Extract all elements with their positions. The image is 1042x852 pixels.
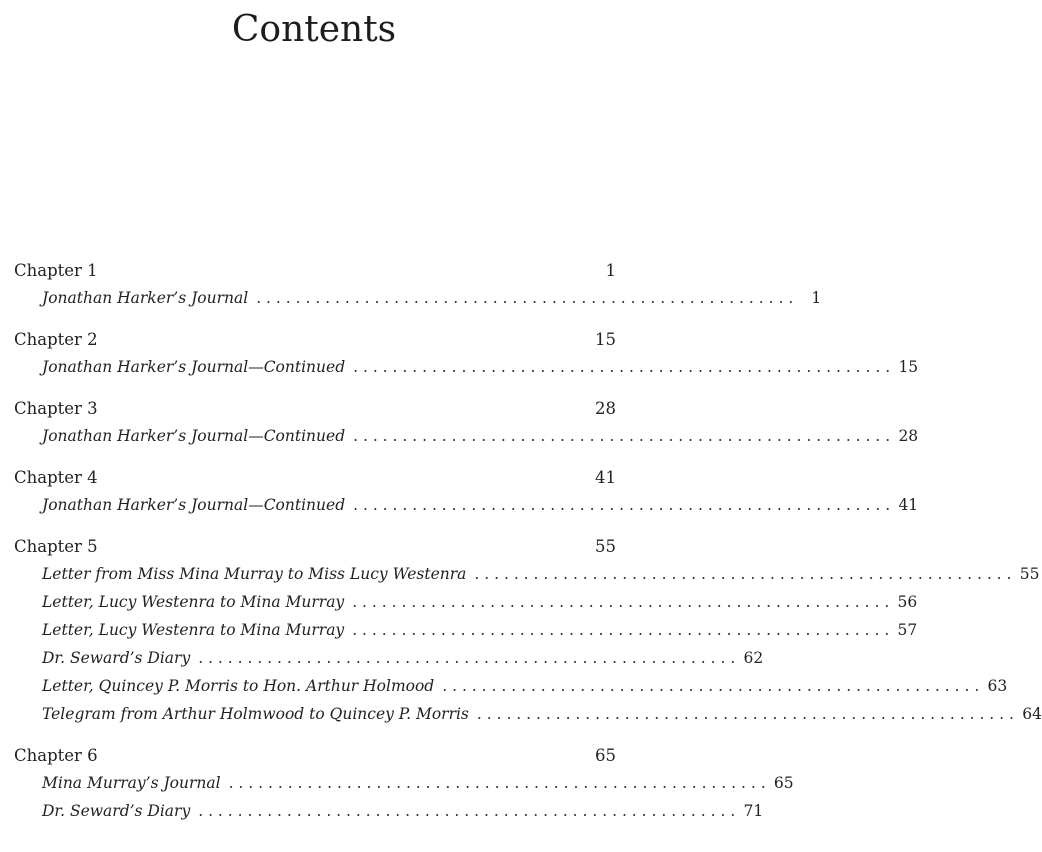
dot-leader: . . . . . . . . . . . . . . . . . . . . . . . . . . . . . . . . . . . . . . . . . . . . . . . . . . . . . . .	[256, 289, 794, 307]
entry-label: Dr. Seward’s Diary	[42, 802, 191, 820]
chapter-block	[14, 258, 822, 312]
chapter-heading[interactable]	[14, 465, 616, 491]
entry-page-number: 15	[898, 358, 919, 376]
dot-leader: . . . . . . . . . . . . . . . . . . . . . . . . . . . . . . . . . . . . . . . . . . . . . . . . . . . . . . .	[442, 677, 980, 695]
chapter-page-number: 15	[595, 330, 616, 349]
dot-leader: . . . . . . . . . . . . . . . . . . . . . . . . . . . . . . . . . . . . . . . . . . . . . . . . . . . . . . .	[228, 774, 766, 792]
entry-label: Jonathan Harker’s Journal	[42, 289, 249, 307]
toc-entry[interactable]	[14, 797, 764, 825]
chapter-page-number: 41	[595, 468, 616, 487]
entry-label: Letter from Miss Mina Murray to Miss Lucy Westenra	[42, 565, 467, 583]
chapter-page-number: 1	[605, 261, 616, 280]
toc-entry[interactable]	[14, 769, 794, 797]
toc-entry[interactable]	[14, 491, 919, 519]
dot-leader: . . . . . . . . . . . . . . . . . . . . . . . . . . . . . . . . . . . . . . . . . . . . . . . . . . . . . . .	[353, 427, 891, 445]
entry-page-number: 28	[898, 427, 919, 445]
chapter-heading[interactable]	[14, 258, 616, 284]
entry-label: Jonathan Harker’s Journal—Continued	[42, 496, 346, 514]
entry-label: Jonathan Harker’s Journal—Continued	[42, 358, 346, 376]
dot-leader: . . . . . . . . . . . . . . . . . . . . . . . . . . . . . . . . . . . . . . . . . . . . . . . . . . . . . . .	[476, 705, 1014, 723]
chapter-label: Chapter 1	[14, 261, 98, 280]
entry-page-number: 71	[743, 802, 764, 820]
chapter-label: Chapter 4	[14, 468, 98, 487]
page-title: Contents	[231, 9, 397, 50]
dot-leader: . . . . . . . . . . . . . . . . . . . . . . . . . . . . . . . . . . . . . . . . . . . . . . . . . . . . . . .	[198, 802, 736, 820]
entry-label: Letter, Lucy Westenra to Mina Murray	[42, 593, 345, 611]
dot-leader: . . . . . . . . . . . . . . . . . . . . . . . . . . . . . . . . . . . . . . . . . . . . . . . . . . . . . . .	[352, 593, 890, 611]
entry-label: Letter, Quincey P. Morris to Hon. Arthur Holmood	[42, 677, 435, 695]
toc-entry[interactable]	[14, 672, 1008, 700]
chapter-label: Chapter 3	[14, 399, 98, 418]
table-of-contents	[14, 258, 1042, 840]
chapter-heading[interactable]	[14, 327, 616, 353]
dot-leader: . . . . . . . . . . . . . . . . . . . . . . . . . . . . . . . . . . . . . . . . . . . . . . . . . . . . . . .	[353, 358, 891, 376]
chapter-label: Chapter 6	[14, 746, 98, 765]
chapter-heading[interactable]	[14, 534, 616, 560]
entry-label: Jonathan Harker’s Journal—Continued	[42, 427, 346, 445]
chapter-label: Chapter 5	[14, 537, 98, 556]
entry-label: Letter, Lucy Westenra to Mina Murray	[42, 621, 345, 639]
chapter-block	[14, 743, 794, 825]
chapter-page-number: 65	[595, 746, 616, 765]
entry-page-number: 65	[773, 774, 794, 792]
chapter-block	[14, 396, 919, 450]
toc-entry[interactable]	[14, 644, 764, 672]
entry-label: Telegram from Arthur Holmwood to Quincey P. Morris	[42, 705, 469, 723]
dot-leader: . . . . . . . . . . . . . . . . . . . . . . . . . . . . . . . . . . . . . . . . . . . . . . . . . . . . . . .	[352, 621, 890, 639]
chapter-heading[interactable]	[14, 396, 616, 422]
chapter-label: Chapter 2	[14, 330, 98, 349]
entry-label: Mina Murray’s Journal	[42, 774, 221, 792]
chapter-block	[14, 327, 919, 381]
chapter-page-number: 55	[595, 537, 616, 556]
toc-entry[interactable]	[14, 353, 919, 381]
entry-page-number: 56	[897, 593, 918, 611]
entry-page-number: 55	[1019, 565, 1040, 583]
dot-leader: . . . . . . . . . . . . . . . . . . . . . . . . . . . . . . . . . . . . . . . . . . . . . . . . . . . . . . .	[198, 649, 736, 667]
chapter-heading[interactable]	[14, 743, 616, 769]
toc-entry[interactable]	[14, 284, 822, 312]
chapter-page-number: 28	[595, 399, 616, 418]
entry-page-number: 1	[811, 289, 822, 307]
entry-page-number: 41	[898, 496, 919, 514]
toc-entry[interactable]	[14, 560, 1040, 588]
chapter-block	[14, 534, 1042, 728]
dot-leader: . . . . . . . . . . . . . . . . . . . . . . . . . . . . . . . . . . . . . . . . . . . . . . . . . . . . . . .	[353, 496, 891, 514]
dot-leader: . . . . . . . . . . . . . . . . . . . . . . . . . . . . . . . . . . . . . . . . . . . . . . . . . . . . . . .	[474, 565, 1012, 583]
toc-entry[interactable]	[14, 588, 918, 616]
chapter-block	[14, 465, 919, 519]
entry-page-number: 63	[987, 677, 1008, 695]
toc-entry[interactable]	[14, 700, 1042, 728]
entry-label: Dr. Seward’s Diary	[42, 649, 191, 667]
toc-entry[interactable]	[14, 616, 918, 644]
toc-entry[interactable]	[14, 422, 919, 450]
entry-page-number: 64	[1022, 705, 1042, 723]
entry-page-number: 57	[897, 621, 918, 639]
entry-page-number: 62	[743, 649, 764, 667]
